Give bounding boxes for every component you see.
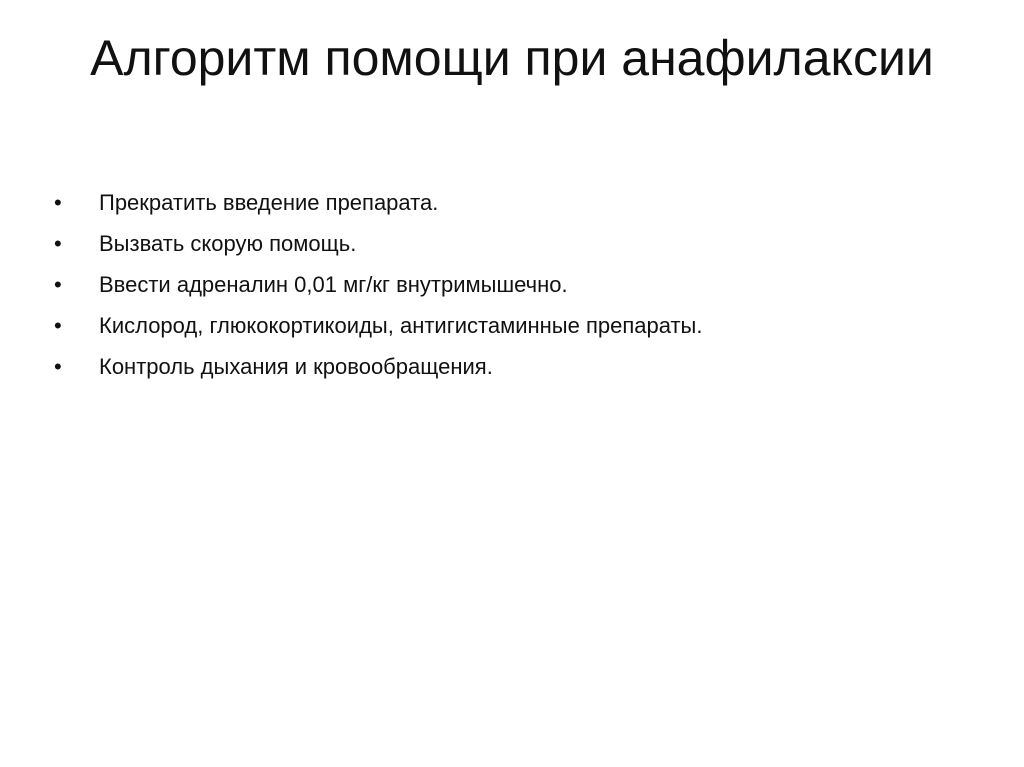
list-item-text: Кислород, глюкокортикоиды, антигистаминные препараты. bbox=[99, 313, 703, 338]
list-item bbox=[54, 305, 954, 346]
list-item-text: Прекратить введение препарата. bbox=[99, 190, 439, 215]
bullet-icon: • bbox=[54, 313, 62, 338]
list-item-text: Ввести адреналин 0,01 мг/кг внутримышечно. bbox=[99, 272, 568, 297]
bullet-icon: • bbox=[54, 190, 62, 215]
bullet-icon: • bbox=[54, 272, 62, 297]
list-item bbox=[54, 223, 954, 264]
list-item bbox=[54, 182, 954, 223]
bullet-icon: • bbox=[54, 231, 62, 256]
bullet-list bbox=[54, 182, 954, 387]
list-item bbox=[54, 264, 954, 305]
bullet-icon: • bbox=[54, 354, 62, 379]
list-item-text: Вызвать скорую помощь. bbox=[99, 231, 357, 256]
slide-title: Алгоритм помощи при анафилаксии bbox=[90, 30, 934, 86]
list-item bbox=[54, 346, 954, 387]
list-item-text: Контроль дыхания и кровообращения. bbox=[99, 354, 493, 379]
